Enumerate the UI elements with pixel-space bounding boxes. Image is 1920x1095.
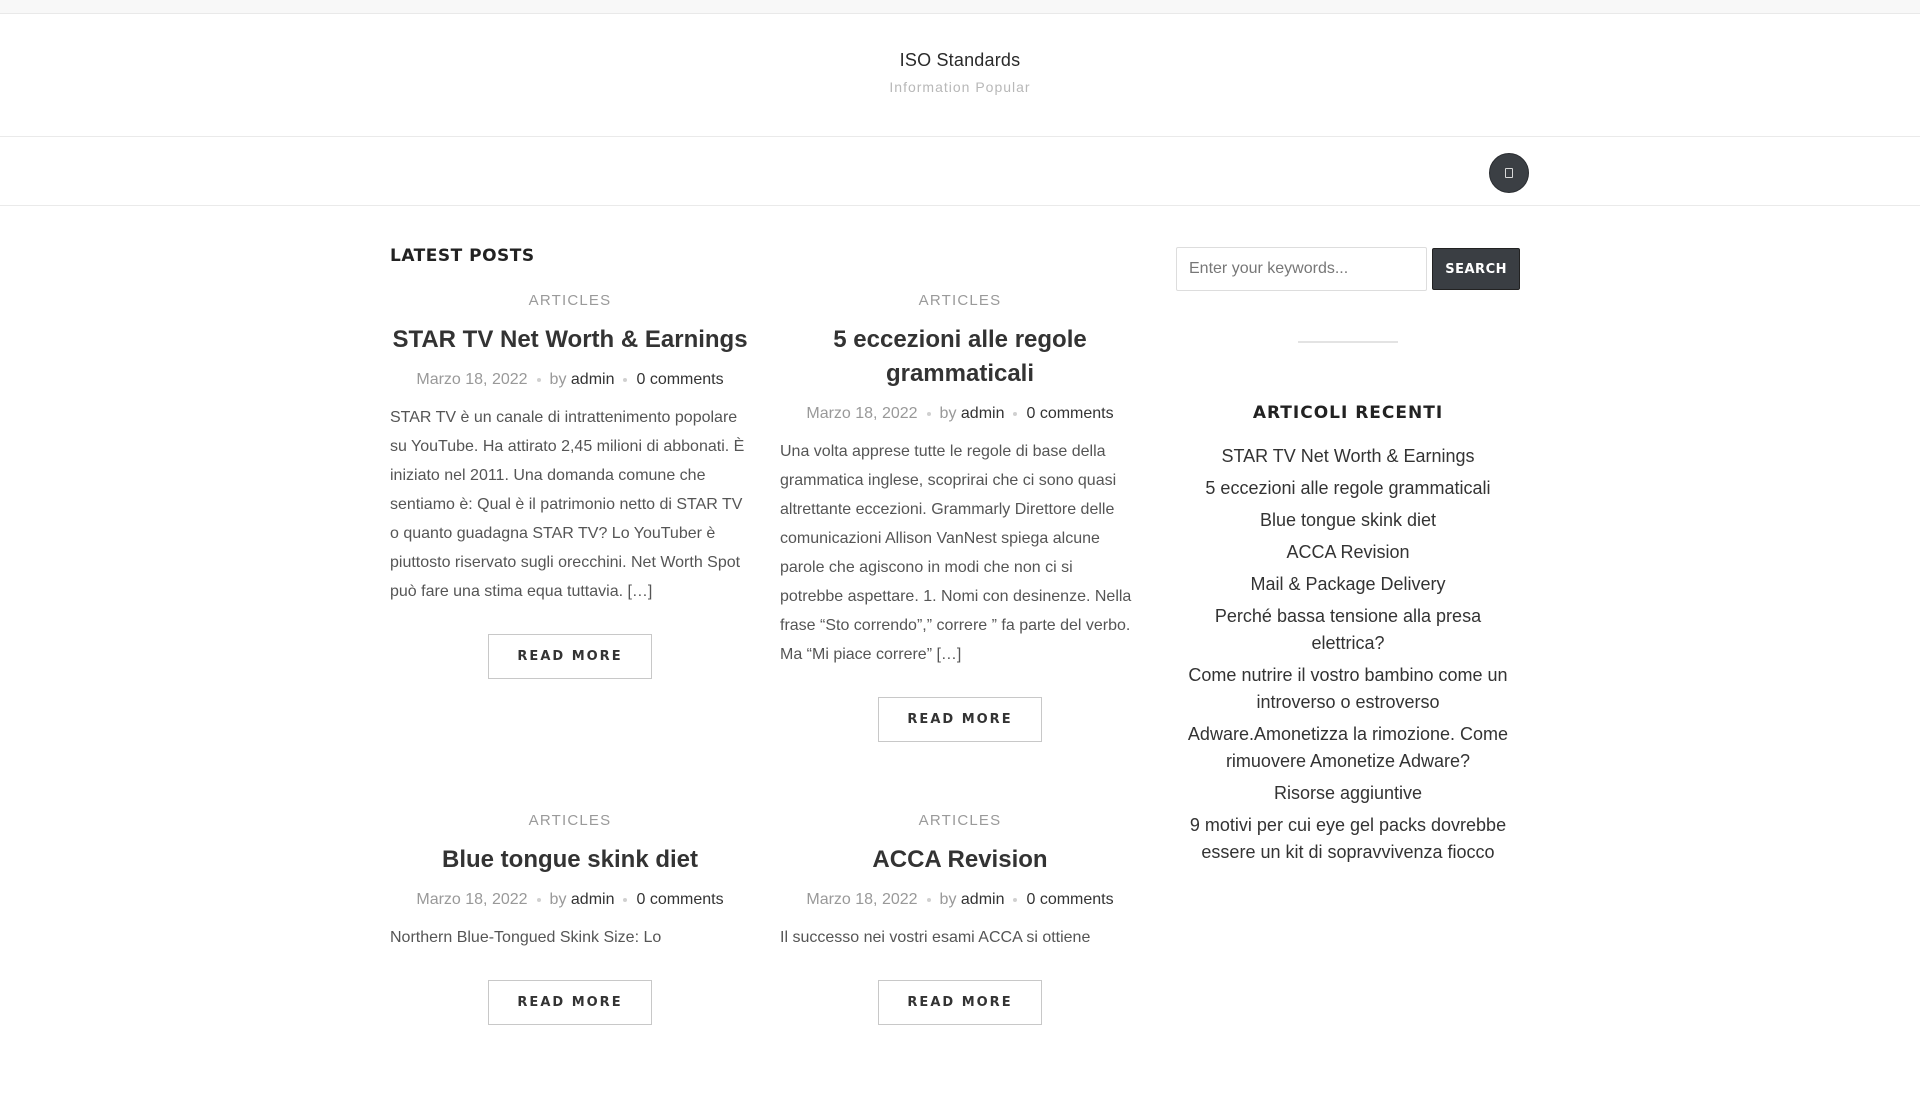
post-card: [780, 812, 1140, 1025]
post-category[interactable]: ARTICLES: [918, 812, 1002, 829]
recent-posts-title: ARTICOLI RECENTI: [1252, 403, 1444, 423]
site-header: [0, 14, 1920, 137]
recent-post-link[interactable]: Risorse aggiuntive: [1273, 783, 1423, 803]
search-input[interactable]: [1176, 247, 1427, 291]
post-card: [390, 812, 750, 1025]
recent-post-link[interactable]: Perché bassa tensione alla presa elettrica?: [1214, 606, 1482, 653]
site-description: Information Popular: [889, 79, 1031, 95]
post-author[interactable]: admin: [570, 371, 615, 388]
meta-separator: [927, 412, 931, 416]
recent-posts-list: [1176, 443, 1520, 866]
menu-toggle-button[interactable]: [1489, 153, 1529, 193]
meta-separator: [927, 898, 931, 902]
post-by: by: [549, 371, 567, 388]
recent-post-link[interactable]: Blue tongue skink diet: [1259, 510, 1437, 530]
post-category[interactable]: ARTICLES: [528, 292, 612, 309]
menu-icon: [1505, 168, 1513, 178]
post-title[interactable]: ACCA Revision: [872, 846, 1048, 873]
post-category[interactable]: ARTICLES: [918, 292, 1002, 309]
main-column: [390, 207, 1140, 1095]
sidebar-divider: [1298, 341, 1398, 343]
post-date[interactable]: Marzo 18, 2022: [416, 371, 528, 388]
read-more-button[interactable]: READ MORE: [488, 980, 651, 1025]
post-date[interactable]: Marzo 18, 2022: [806, 405, 918, 422]
post-excerpt: STAR TV è un canale di intrattenimento popolare su YouTube. Ha attirato 2,45 milioni di abbonati. È iniziato nel 2011. Una domanda comune che sentiamo è: Qual è il patrimonio netto di STAR TV o quanto guadagna STAR TV? Lo YouTuber è piuttosto riservato sugli orecchini. Net Worth Spot può fare una stima equa tuttavia. […]: [390, 409, 745, 600]
post-card: [780, 292, 1140, 742]
post-meta: [780, 891, 1140, 909]
post-meta: [390, 371, 750, 389]
post-excerpt: Northern Blue-Tongued Skink Size: Lo: [390, 929, 662, 946]
post-by: by: [549, 891, 567, 908]
post-excerpt: Una volta apprese tutte le regole di base della grammatica inglese, scoprirai che ci sono quasi altrettante eccezioni. Grammarly Direttore delle comunicazioni Allison VanNest spiega alcune parole che agiscono in modi che non ci si potrebbe aspettare. 1. Nomi con desinenze. Nella frase “Sto correndo”,” correre ” fa parte del verbo. Ma “Mi piace correre” […]: [780, 443, 1132, 663]
recent-post-link[interactable]: 5 eccezioni alle regole grammaticali: [1205, 478, 1491, 498]
recent-post-link[interactable]: STAR TV Net Worth & Earnings: [1221, 446, 1475, 466]
post-author[interactable]: admin: [960, 891, 1005, 908]
post-card: [390, 292, 750, 742]
post-date[interactable]: Marzo 18, 2022: [416, 891, 528, 908]
post-title[interactable]: STAR TV Net Worth & Earnings: [392, 326, 748, 353]
navbar: [0, 137, 1920, 206]
post-category[interactable]: ARTICLES: [528, 812, 612, 829]
post-comments[interactable]: 0 comments: [636, 371, 724, 388]
post-comments[interactable]: 0 comments: [636, 891, 724, 908]
post-title[interactable]: Blue tongue skink diet: [441, 846, 699, 873]
recent-post-link[interactable]: Mail & Package Delivery: [1250, 574, 1446, 594]
post-author[interactable]: admin: [960, 405, 1005, 422]
section-title: LATEST POSTS: [390, 246, 535, 266]
post-comments[interactable]: 0 comments: [1026, 891, 1114, 908]
search-form: [1176, 247, 1520, 291]
meta-separator: [1013, 898, 1017, 902]
post-by: by: [939, 891, 957, 908]
site-title[interactable]: ISO Standards: [899, 50, 1021, 70]
post-author[interactable]: admin: [570, 891, 615, 908]
post-comments[interactable]: 0 comments: [1026, 405, 1114, 422]
post-date[interactable]: Marzo 18, 2022: [806, 891, 918, 908]
post-excerpt: Il successo nei vostri esami ACCA si ottiene: [780, 929, 1091, 946]
meta-separator: [537, 898, 541, 902]
recent-post-link[interactable]: 9 motivi per cui eye gel packs dovrebbe essere un kit di sopravvivenza fiocco: [1189, 815, 1507, 862]
read-more-button[interactable]: READ MORE: [488, 634, 651, 679]
recent-post-link[interactable]: ACCA Revision: [1286, 542, 1410, 562]
post-meta: [390, 891, 750, 909]
meta-separator: [623, 898, 627, 902]
search-button[interactable]: SEARCH: [1432, 248, 1520, 290]
post-by: by: [939, 405, 957, 422]
recent-post-link[interactable]: Come nutrire il vostro bambino come un introverso o estroverso: [1188, 665, 1508, 712]
sidebar: [1176, 207, 1520, 871]
meta-separator: [623, 378, 627, 382]
meta-separator: [1013, 412, 1017, 416]
meta-separator: [537, 378, 541, 382]
posts-grid: [390, 292, 1140, 1095]
recent-post-link[interactable]: Adware.Amonetizza la rimozione. Come rimuovere Amonetize Adware?: [1187, 724, 1509, 771]
post-title[interactable]: 5 eccezioni alle regole grammaticali: [833, 326, 1087, 387]
read-more-button[interactable]: READ MORE: [878, 697, 1041, 742]
top-bar: [0, 0, 1920, 14]
read-more-button[interactable]: READ MORE: [878, 980, 1041, 1025]
post-meta: [780, 405, 1140, 423]
